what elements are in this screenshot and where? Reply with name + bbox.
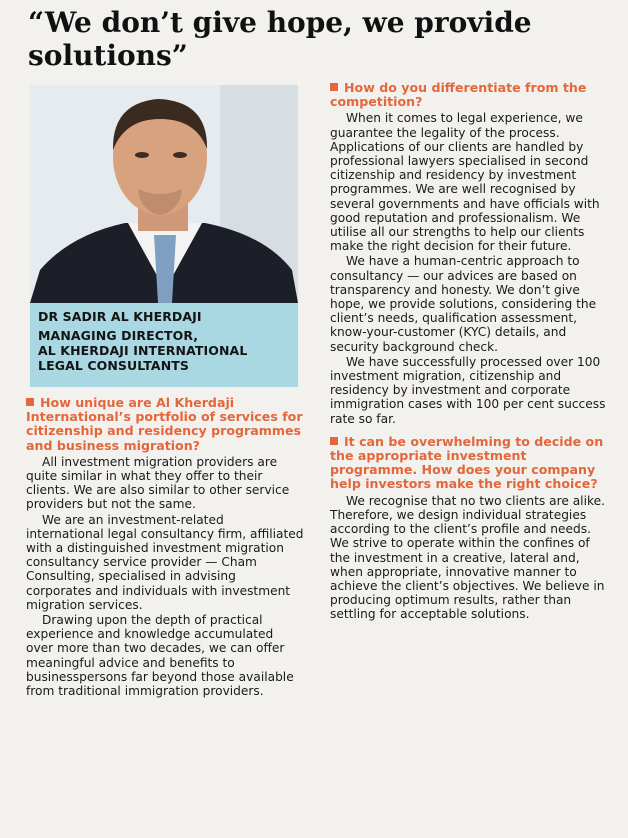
square-bullet-icon [330,437,338,445]
question-choice-text: It can be overwhelming to decide on the appropriate investment programme. How does your company help investors make the right choice? [330,433,604,492]
portrait-illustration [30,85,298,303]
right-column [330,81,612,623]
question-portfolio-text: How unique are Al Kherdaji International’s portfolio of services for citizenship and residency programmes and business migration? [26,395,303,453]
headline: “We don’t give hope, we provide solutions” [28,6,532,72]
answer-paragraph: All investment migration providers are quite similar in what they offer to their clients. We are also similar to other service providers but not the same. [26,454,290,512]
left-column [26,396,304,699]
question-choice [330,435,612,492]
profile-caption [30,303,298,387]
answer-paragraph: Drawing upon the depth of practical experience and knowledge accumulated over more than two decades, we can offer meaningful advice and benefits to businesspersons far beyond those available from traditional immigration providers. [26,613,294,699]
portrait-photo [30,85,298,303]
question-competition [330,81,612,109]
answer-paragraph: We are an investment-related international legal consultancy firm, affiliated with a distinguished investment migration consultancy service provider — Cham Consulting, specialised in advising corporates and individuals with investment migration services. [26,512,304,612]
square-bullet-icon [330,83,338,91]
answer-paragraph: We have successfully processed over 100 investment migration, citizenship and residency by investment and corporate immigration cases with 100 per cent success rate so far. [330,354,606,426]
square-bullet-icon [26,398,34,406]
question-portfolio [26,396,304,453]
answer-paragraph: We have a human-centric approach to consultancy — our advices are based on transparency and honesty. We don’t give hope, we provide solutions, considering the client’s needs, qualification assessment, know-your-customer (KYC) details, and security background check. [330,254,597,354]
answer-paragraph: When it comes to legal experience, we guarantee the legality of the process. Applications of our clients are handled by professional lawyers specialised in second citizenship and residency by investment programmes. We are well recognised by several governments and have officials with good reputation and professionalism. We utilise all our strengths to help our clients make the right decision for their future. [330,111,600,254]
question-competition-text: How do you differentiate from the competition? [330,80,587,110]
profile-role: MANAGING DIRECTOR, AL KHERDAJI INTERNATIONAL LEGAL CONSULTANTS [38,328,248,373]
profile-name: DR SADIR AL KHERDAJI [38,309,202,324]
answer-paragraph: We recognise that no two clients are alike. Therefore, we design individual strategies according to the client’s profile and needs. We strive to operate within the confines of the investment in a creative, lateral and, when appropriate, innovative manner to achieve the client’s objectives. We believe in producing optimum results, rather than settling for acceptable solutions. [330,493,605,622]
